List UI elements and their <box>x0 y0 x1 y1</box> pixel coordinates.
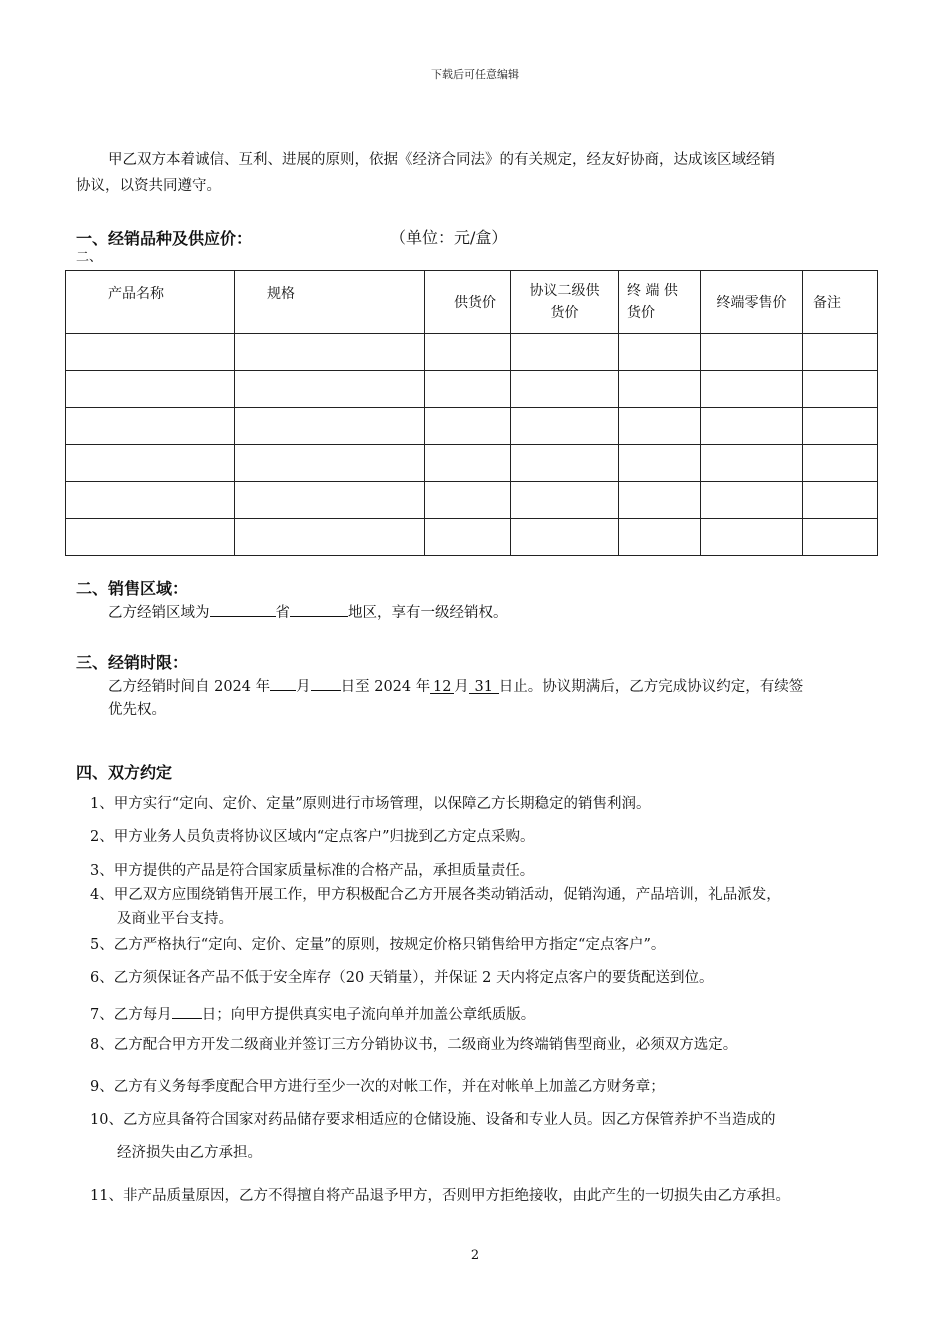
table-cell[interactable] <box>511 371 619 408</box>
agreement-item-3: 3、甲方提供的产品是符合国家质量标准的合格产品，承担质量责任。 <box>90 863 535 879</box>
table-cell[interactable] <box>511 445 619 482</box>
table-cell[interactable] <box>619 408 701 445</box>
table-cell[interactable] <box>66 408 235 445</box>
table-cell[interactable] <box>701 445 803 482</box>
agreement-item-5: 5、乙方严格执行“定向、定价、定量”的原则，按规定价格只销售给甲方指定“定点客户”。 <box>90 937 666 953</box>
start-month-blank[interactable] <box>270 674 296 691</box>
table-cell[interactable] <box>235 445 425 482</box>
end-month-value: 12 <box>430 677 454 694</box>
agreement-item-1: 1、甲方实行“定向、定价、定量”原则进行市场管理，以保障乙方长期稳定的销售利润。 <box>90 796 651 812</box>
table-row <box>66 334 878 371</box>
header-remarks: 备注 <box>803 271 878 334</box>
table-row <box>66 408 878 445</box>
table-cell[interactable] <box>425 334 511 371</box>
table-cell[interactable] <box>425 445 511 482</box>
table-cell[interactable] <box>619 371 701 408</box>
table-cell[interactable] <box>511 334 619 371</box>
table-cell[interactable] <box>803 334 878 371</box>
table-cell[interactable] <box>425 482 511 519</box>
table-row <box>66 482 878 519</box>
section-4-title: 四、双方约定 <box>76 763 173 782</box>
agreement-item-11: 11、非产品质量原因，乙方不得擅自将产品退予甲方，否则甲方拒绝接收，由此产生的一切损失由乙方承担。 <box>90 1188 790 1204</box>
region-blank[interactable] <box>290 600 348 617</box>
table-header-row <box>66 271 878 334</box>
table-cell[interactable] <box>619 519 701 556</box>
sales-region-line: 乙方经销区域为 省 地区，享有一级经销权。 <box>108 600 508 623</box>
section-1-title: 一、经销品种及供应价： <box>76 229 253 248</box>
table-cell[interactable] <box>425 519 511 556</box>
table-cell[interactable] <box>803 445 878 482</box>
table-cell[interactable] <box>701 519 803 556</box>
agreement-item-9: 9、乙方有义务每季度配合甲方进行至少一次的对帐工作，并在对帐单上加盖乙方财务章； <box>90 1079 665 1095</box>
agreement-item-10-cont: 经济损失由乙方承担。 <box>117 1145 262 1161</box>
term-line-2: 优先权。 <box>108 702 166 718</box>
table-row <box>66 519 878 556</box>
agreement-item-4: 4、甲乙双方应围绕销售开展工作，甲方积极配合乙方开展各类动销活动，促销沟通，产品培训，礼品派发， <box>90 887 781 903</box>
agreement-item-7: 7、乙方每月 日；向甲方提供真实电子流向单并加盖公章纸质版。 <box>90 1002 535 1025</box>
agreement-item-10: 10、乙方应具备符合国家对药品储存要求相适应的仓储设施、设备和专业人员。因乙方保管养护不当造成的 <box>90 1112 776 1128</box>
header-product-name: 产品名称 <box>66 271 235 334</box>
table-cell[interactable] <box>66 519 235 556</box>
intro-line-2: 协议，以资共同遵守。 <box>76 178 221 194</box>
table-cell[interactable] <box>701 334 803 371</box>
table-cell[interactable] <box>511 408 619 445</box>
agreement-item-6: 6、乙方须保证各产品不低于安全库存（20 天销量），并保证 2 天内将定点客户的要货配送到位。 <box>90 970 714 986</box>
table-cell[interactable] <box>803 371 878 408</box>
page-number: 2 <box>470 1248 480 1263</box>
table-cell[interactable] <box>66 334 235 371</box>
table-cell[interactable] <box>803 482 878 519</box>
table-cell[interactable] <box>425 408 511 445</box>
report-day-blank[interactable] <box>172 1002 202 1019</box>
intro-line-1: 甲乙双方本着诚信、互利、进展的原则，依据《经济合同法》的有关规定，经友好协商，达成该区域经销 <box>108 152 775 168</box>
term-line-1: 乙方经销时间自 2024 年 月 日至 2024 年 12 月 31 日止。协议期满后，乙方完成协议约定，有续签 <box>108 674 803 697</box>
header-spec: 规格 <box>235 271 425 334</box>
section-2-title: 二、销售区域： <box>76 579 189 598</box>
table-cell[interactable] <box>66 371 235 408</box>
table-cell[interactable] <box>803 408 878 445</box>
province-blank[interactable] <box>210 600 276 617</box>
agreement-item-8: 8、乙方配合甲方开发二级商业并签订三方分销协议书，二级商业为终端销售型商业，必须双方选定。 <box>90 1037 738 1053</box>
table-cell[interactable] <box>66 445 235 482</box>
start-day-blank[interactable] <box>311 674 341 691</box>
table-cell[interactable] <box>619 334 701 371</box>
header-note: 下载后可任意编辑 <box>431 68 519 81</box>
table-cell[interactable] <box>235 371 425 408</box>
header-terminal-supply-price: 终 端 供 货价 <box>619 271 701 334</box>
agreement-item-4-cont: 及商业平台支持。 <box>117 911 233 927</box>
header-supply-price: 供货价 <box>425 271 511 334</box>
table-cell[interactable] <box>701 482 803 519</box>
table-row <box>66 445 878 482</box>
header-secondary-supply-price: 协议二级供 货价 <box>511 271 619 334</box>
end-day-value: 31 <box>469 677 499 694</box>
table-cell[interactable] <box>235 482 425 519</box>
table-cell[interactable] <box>701 408 803 445</box>
table-cell[interactable] <box>701 371 803 408</box>
table-cell[interactable] <box>66 482 235 519</box>
table-cell[interactable] <box>425 371 511 408</box>
section-3-title: 三、经销时限： <box>76 653 189 672</box>
header-retail-price: 终端零售价 <box>701 271 803 334</box>
table-cell[interactable] <box>619 482 701 519</box>
table-cell[interactable] <box>803 519 878 556</box>
table-cell[interactable] <box>235 519 425 556</box>
table-cell[interactable] <box>235 408 425 445</box>
table-cell[interactable] <box>619 445 701 482</box>
agreement-item-2: 2、甲方业务人员负责将协议区域内“定点客户”归拢到乙方定点采购。 <box>90 829 535 845</box>
product-price-table <box>65 270 878 556</box>
table-cell[interactable] <box>511 519 619 556</box>
table-row <box>66 371 878 408</box>
table-cell[interactable] <box>511 482 619 519</box>
table-cell[interactable] <box>235 334 425 371</box>
stray-heading-fragment: 二、 <box>76 250 103 265</box>
price-unit: （单位：元/盒） <box>390 228 508 247</box>
